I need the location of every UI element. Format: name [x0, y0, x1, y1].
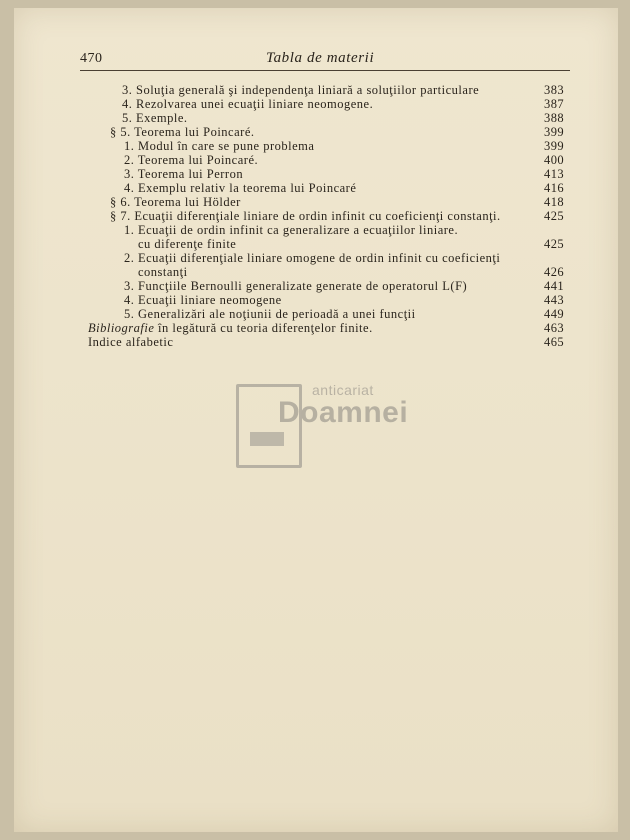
- toc-page: 387: [544, 97, 564, 111]
- toc-entry: 4. Ecuaţii liniare neomogene: [124, 293, 282, 307]
- toc-entry: 2. Ecuaţii diferenţiale liniare omogene de ordin infinit cu coeficienţi: [124, 251, 501, 265]
- toc-section: § 7. Ecuaţii diferenţiale liniare de ordin infinit cu coeficienţi constanţi.: [110, 209, 501, 223]
- toc-entry: 3. Funcţiile Bernoulli generalizate generate de operatorul L(F): [124, 279, 468, 293]
- toc-entry: 3. Teorema lui Perron: [124, 167, 244, 181]
- toc-index: Indice alfabetic: [88, 335, 174, 349]
- toc-entry: 1. Ecuaţii de ordin infinit ca generalizare a ecuaţiilor liniare.: [124, 223, 459, 237]
- running-title: Tabla de materii: [266, 50, 375, 66]
- watermark-small-text: anticariat: [312, 382, 374, 398]
- bibliography-label: Bibliografie: [88, 321, 155, 335]
- toc-entry: 4. Rezolvarea unei ecuaţii liniare neomogene.: [122, 97, 374, 111]
- toc-page: 383: [544, 83, 564, 97]
- toc-entry: 2. Teorema lui Poincaré.: [124, 153, 259, 167]
- toc-page: 388: [544, 111, 564, 125]
- watermark-logo: [236, 380, 416, 470]
- toc-bibliography: Bibliografie în legătură cu teoria diferenţelor finite.: [88, 321, 373, 335]
- toc-entry: 3. Soluţia generală şi independenţa liniară a soluţiilor particulare: [122, 83, 480, 97]
- toc-page: 463: [544, 321, 564, 335]
- toc-page: 400: [544, 153, 564, 167]
- toc-page: 465: [544, 335, 564, 349]
- toc-entry: 5. Generalizări ale noţiunii de perioadă a unei funcţii: [124, 307, 416, 321]
- toc-entry: 1. Modul în care se pune problema: [124, 139, 315, 153]
- toc-page: 399: [544, 125, 564, 139]
- toc-page: 399: [544, 139, 564, 153]
- toc-page: 449: [544, 307, 564, 321]
- toc-page: 416: [544, 181, 564, 195]
- toc-page: 418: [544, 195, 564, 209]
- toc-entry-continuation: constanţi: [138, 265, 188, 279]
- document-page: [14, 8, 618, 832]
- toc-page: 426: [544, 265, 564, 279]
- toc-page: 413: [544, 167, 564, 181]
- page-number: 470: [80, 51, 103, 66]
- toc-entry-continuation: cu diferenţe finite: [138, 237, 237, 251]
- toc-section: § 5. Teorema lui Poincaré.: [110, 125, 255, 139]
- toc-entry: 5. Exemple.: [122, 111, 188, 125]
- toc-entry: 4. Exemplu relativ la teorema lui Poincaré: [124, 181, 357, 195]
- toc-page: 441: [544, 279, 564, 293]
- book-icon: [250, 432, 284, 446]
- toc-section: § 6. Teorema lui Hölder: [110, 195, 241, 209]
- toc-page: 425: [544, 209, 564, 223]
- toc-page: 443: [544, 293, 564, 307]
- toc-page: 425: [544, 237, 564, 251]
- watermark-big-text: Doamnei: [278, 396, 409, 429]
